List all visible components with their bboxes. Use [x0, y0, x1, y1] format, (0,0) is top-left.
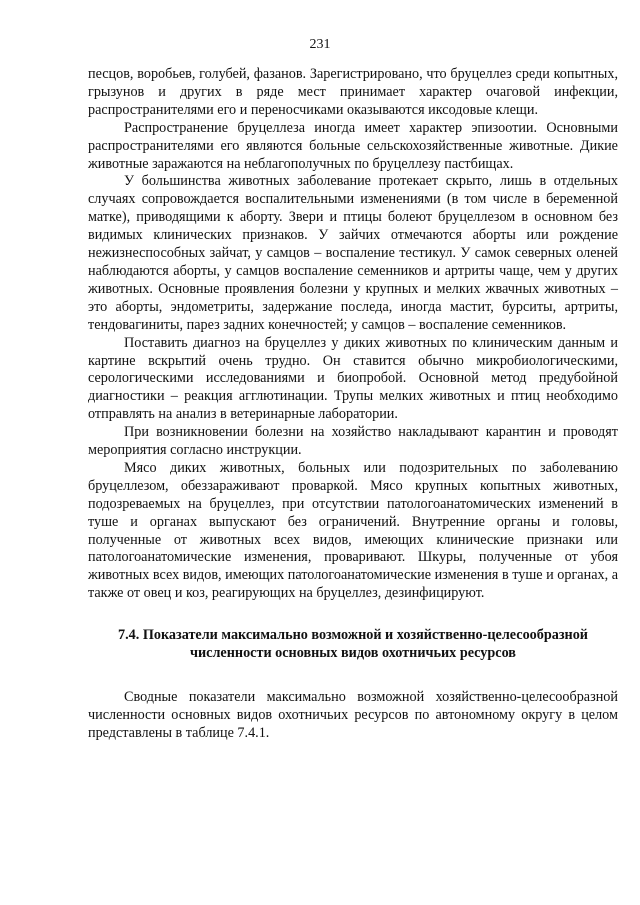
paragraph-symptoms: У большинства животных заболевание протекает скрыто, лишь в отдельных случаях сопровождается воспалительными изменениями (в том числе в беременной матке), приводящими к аборту. Звери и птицы болеют бруцеллезом в основном без видимых клинических признаков. У зайчих отмечаются аборты или рождение нежизнеспособных зайчат, у самцов – воспаление тестикул. У самок северных оленей наблюдаются аборты, у самцов воспаление семенников и артриты чаще, чем у других животных. Основные проявления болезни у крупных и мелких жвачных животных – это аборты, эндометриты, задержание последа, иногда мастит, бурситы, артриты, тендовагиниты, парез задних конечностей; у самцов – воспаление семенников.	[88, 173, 618, 333]
page-body	[88, 66, 618, 743]
paragraph-distribution: Распространение бруцеллеза иногда имеет характер эпизоотии. Основными распространителями его являются больные сельскохозяйственные животные. Дикие животные заражаются на неблагополучных по бруцеллезу пастбищах.	[88, 119, 618, 172]
paragraph-diagnosis: Поставить диагноз на бруцеллез у диких животных по клиническим данным и картине вскрытий очень трудно. Он ставится обычно микробиологическими, серологическими исследованиями и биопробой. Основной метод предубойной диагностики – реакция агглютинации. Трупы мелких животных и птиц необходимо отправлять на анализ в ветеринарные лаборатории.	[88, 334, 618, 423]
paragraph-continuation: песцов, воробьев, голубей, фазанов. Зарегистрировано, что бруцеллез среди копытных, грызунов и других в ряде мест принимает характер очаговой инфекции, распространителями его и переносчиками оказываются иксодовые клещи.	[88, 66, 618, 118]
paragraph-meat-processing: Мясо диких животных, больных или подозрительных по заболеванию бруцеллезом, обеззараживают проваркой. Мясо крупных копытных животных, подозреваемых на бруцеллез, при отсутствии патологоанатомических изменений в туше и органах выпускают без ограничений. Внутренние органы и головы, полученные от животных всех видов, имеющих клинические признаки или патологоанатомические изменения, проваривают. Шкуры, полученные от убоя животных всех видов, имеющих патологоанатомические изменения в туше и органах, а также от овец и коз, реагирующих на бруцеллез, дезинфицируют.	[88, 459, 618, 602]
section-heading-line-2: численности основных видов охотничьих ресурсов	[190, 645, 516, 662]
paragraph-quarantine: При возникновении болезни на хозяйство накладывают карантин и проводят мероприятия согласно инструкции.	[88, 424, 618, 459]
paragraph-summary: Сводные показатели максимально возможной хозяйственно-целесообразной численности основных видов охотничьих ресурсов по автономному округу в целом представлены в таблице 7.4.1.	[88, 689, 618, 741]
section-heading	[88, 627, 618, 663]
section-heading-line-1: 7.4. Показатели максимально возможной и хозяйственно-целесообразной	[118, 627, 588, 644]
page-number: 231	[309, 37, 331, 52]
